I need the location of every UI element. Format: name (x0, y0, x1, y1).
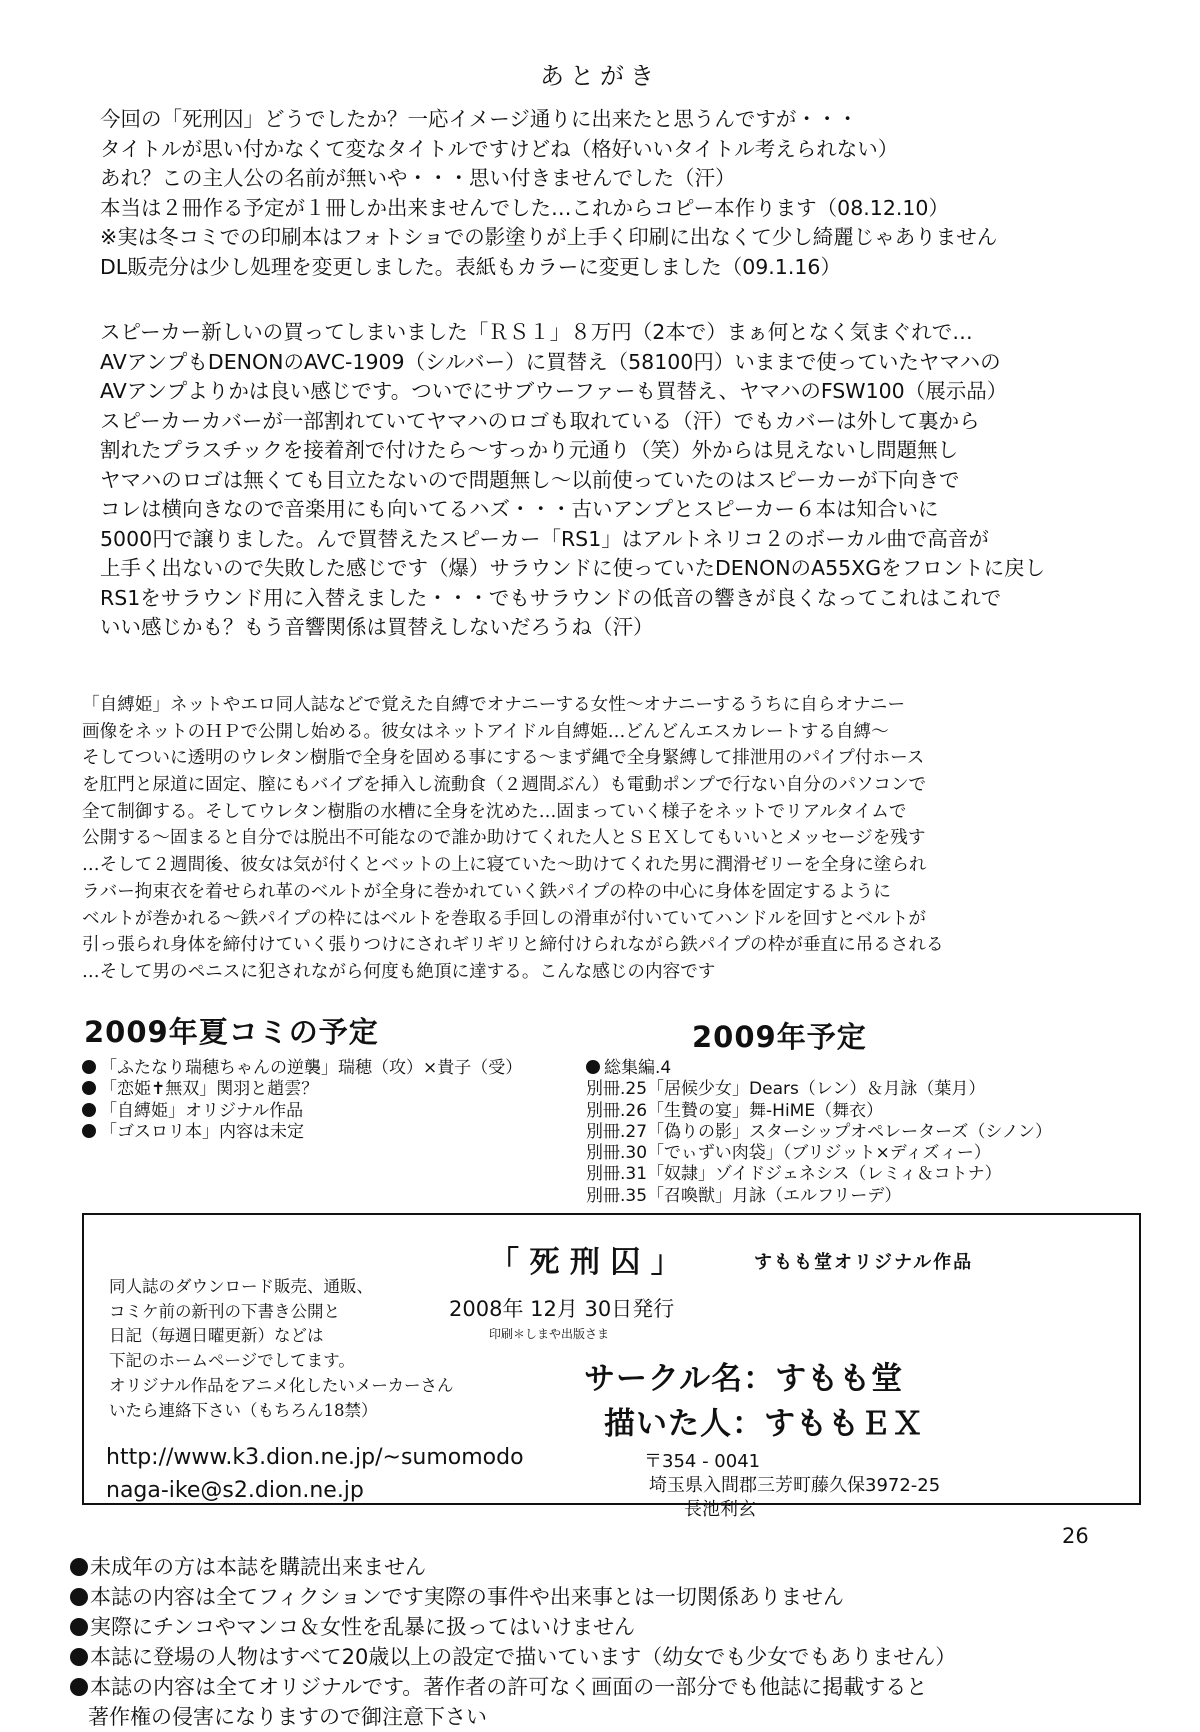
text-line: スピーカー新しいの買ってしまいました「ＲＳ１」８万円（2本で）まぁ何となく気まぐれで… (100, 320, 973, 344)
text-line: いたら連絡下さい（もちろん18禁） (109, 1400, 378, 1420)
page-number: 26 (1062, 1524, 1089, 1548)
text-line: 割れたプラスチックを接着剤で付けたら～すっかり元通り（笑）外からは見えないし問題無し (100, 438, 959, 462)
notice-item: 本誌の内容は全てオリジナルです。著作者の許可なく画面の一部分でも他誌に掲載すると (70, 1672, 956, 1702)
notice-item: 本誌に登場の人物はすべて20歳以上の設定で描いています（幼女でも少女でもありません） (70, 1642, 956, 1672)
website-url[interactable]: http://www.k3.dion.ne.jp/~sumomodo (106, 1445, 524, 1470)
work-subtitle: すもも堂オリジナル作品 (754, 1252, 974, 1273)
list-item: 別冊.30「でぃずい肉袋」（ブリジット×ディズィー） (586, 1143, 991, 1164)
bullet-icon (82, 1060, 96, 1074)
text-line: 全て制御する。そしてウレタン樹脂の水槽に全身を沈めた…固まっていく様子をネットでリアルタイムで (82, 801, 907, 822)
list-item: 「恋姫✝無双」関羽と趙雲？ (82, 1079, 522, 1100)
list-item: 別冊.25「居候少女」Dears（レン）＆月詠（葉月） (586, 1079, 986, 1100)
bullet-icon (82, 1103, 96, 1117)
work-title: 「 死 刑 囚 」 (489, 1245, 681, 1280)
text-line: …そして男のペニスに犯されながら何度も絶頂に達する。こんな感じの内容です (82, 961, 716, 982)
text-line: 今回の「死刑囚」どうでしたか？一応イメージ通りに出来たと思うんですが・・・ (100, 107, 858, 131)
notice-item: 未成年の方は本誌を購読出来ません (70, 1552, 956, 1582)
list-item: 別冊.27「偽りの影」スターシップオペレーターズ（シノン） (586, 1121, 1052, 1142)
text-line: 日記（毎週日曜更新）などは (109, 1326, 324, 1346)
printer: 印刷＊しまや出版さま (489, 1327, 610, 1341)
notice-item: 著作権の侵害になりますので御注意下さい (88, 1705, 487, 1729)
list-item: 別冊.35「召喚獣」月詠（エルフリーデ） (586, 1185, 902, 1206)
text-line: 「自縛姫」ネットやエロ同人誌などで覚えた自縛でオナニーする女性～オナニーするうちに自らオナニー (82, 695, 906, 715)
artist-name: 描いた人：すももＥＸ (604, 1406, 924, 1442)
text-line: 下記のホームページでしてます。 (109, 1351, 355, 1371)
text-line: あれ？この主人公の名前が無いや・・・思い付きませんでした（汗） (100, 166, 736, 190)
address: 埼玉県入間郡三芳町藤久保3972-25 (649, 1475, 941, 1496)
text-line: そしてついに透明のウレタン樹脂で全身を固める事にする～まず縄で全身緊縛して排泄用のパイプ付ホース (82, 748, 925, 769)
text-line: タイトルが思い付かなくて変なタイトルですけどね（格好いいタイトル考えられない） (100, 136, 899, 161)
notices (70, 1552, 956, 1732)
notice-item: 実際にチンコやマンコ＆女性を乱暴に扱ってはいけません (70, 1612, 956, 1642)
text-line: 上手く出ないので失敗した感じです（爆）サラウンドに使っていたDENONのA55XGをフロントに戻し (100, 556, 1046, 580)
list-item: 総集編.4 (586, 1058, 1052, 1079)
text-line: ヤマハのロゴは無くても目立たないので問題無し～以前使っていたのはスピーカーが下向きで (100, 467, 960, 492)
text-line: コレは横向きなので音楽用にも向いてるハズ・・・古いアンプとスピーカー６本は知合いに (100, 497, 939, 521)
notice-item: 本誌の内容は全てフィクションです実際の事件や出来事とは一切関係ありません (70, 1582, 956, 1612)
text-line: 本当は２冊作る予定が１冊しか出来ませんでした…これからコピー本作ります（08.12.10） (100, 195, 949, 220)
afterword-title: あとがき (540, 62, 660, 90)
text-line: 引っ張られ身体を締付けていく張りつけにされギリギリと締付けられながら鉄パイプの枠が垂直に吊るされる (82, 935, 944, 956)
bullet-icon (70, 1558, 88, 1576)
colophon-box (82, 1213, 1141, 1520)
info-text (109, 1275, 454, 1423)
list-item: 別冊.26「生贄の宴」舞-HiME（舞衣） (586, 1100, 884, 1121)
text-line: …そして２週間後、彼女は気が付くとベットの上に寝ていた～助けてくれた男に潤滑ゼリーを全身に塗られ (82, 855, 927, 876)
list-item: 「ゴスロリ本」内容は未定 (82, 1122, 522, 1143)
bullet-icon (70, 1588, 88, 1606)
text-line: 同人誌のダウンロード販売、通販、 (109, 1277, 373, 1296)
text-line: コミケ前の新刊の下書き公開と (109, 1301, 340, 1321)
text-line: を肛門と尿道に固定、膣にもバイブを挿入し流動食（２週間ぶん）も電動ポンプで行ない自分のパソコンで (82, 775, 927, 796)
publish-date: 2008年 12月 30日発行 (449, 1297, 675, 1321)
afterword-paragraph-2 (100, 318, 1045, 643)
text-line: AVアンプよりかは良い感じです。ついでにサブウーファーも買替え、ヤマハのFSW100（展示品） (100, 379, 1008, 403)
list-item: 別冊.31「奴隷」ゾイドジェネシス（レミィ＆コトナ） (586, 1164, 1002, 1185)
postal-code: 〒354 - 0041 (644, 1451, 761, 1472)
text-line: 公開する～固まると自分では脱出不可能なので誰か助けてくれた人とＳＥＸしてもいいとメッセージを残す (82, 828, 926, 849)
summer-comiket-list (82, 1058, 522, 1143)
text-line: いい感じかも？もう音響関係は買替えしないだろうね（汗） (100, 615, 654, 639)
list-item: 「ふたなり瑞穂ちゃんの逆襲」瑞穂（攻）×貴子（受） (82, 1058, 522, 1079)
text-line: オリジナル作品をアニメ化したいメーカーさん (109, 1375, 454, 1395)
text-line: ベルトが巻かれる～鉄パイプの枠にはベルトを巻取る手回しの滑車が付いていてハンドルを回すとベルトが (82, 908, 926, 929)
bullet-icon (70, 1678, 88, 1696)
circle-name: サークル名：すもも堂 (584, 1361, 904, 1397)
plan-2009-list (586, 1058, 1052, 1207)
bullet-icon (586, 1060, 600, 1074)
text-line: ラバー拘束衣を着せられ革のベルトが全身に巻かれていく鉄パイプの枠の中心に身体を固定するように (82, 881, 891, 902)
author-name: 長池利玄 (684, 1499, 756, 1520)
email-address[interactable]: naga-ike@s2.dion.ne.jp (106, 1478, 364, 1503)
list-item: 「自縛姫」オリジナル作品 (82, 1101, 522, 1122)
synopsis (82, 692, 944, 986)
summer-comiket-heading: 2009年夏コミの予定 (84, 1015, 379, 1049)
bullet-icon (82, 1081, 96, 1095)
text-line: スピーカーカバーが一部割れていてヤマハのロゴも取れている（汗）でもカバーは外して裏から (100, 408, 980, 433)
bullet-icon (82, 1124, 96, 1138)
text-line: DL販売分は少し処理を変更しました。表紙もカラーに変更しました（09.1.16） (100, 254, 841, 279)
text-line: 5000円で譲りました。んで買替えたスピーカー「RS1」はアルトネリコ２のボーカル曲で高音が (100, 526, 989, 551)
text-line: 画像をネットのＨＰで公開し始める。彼女はネットアイドル自縛姫…どんどんエスカレートする自縛～ (82, 721, 889, 742)
text-line: RS1をサラウンド用に入替えました・・・でもサラウンドの低音の響きが良くなってこれはこれで (100, 585, 1002, 610)
text-line: ※実は冬コミでの印刷本はフォトショでの影塗りが上手く印刷に出なくて少し綺麗じゃありません (100, 225, 998, 249)
text-line: AVアンプもDENONのAVC-1909（シルバー）に買替え（58100円）いままで使っていたヤマハの (100, 349, 1001, 374)
bullet-icon (70, 1618, 88, 1636)
bullet-icon (70, 1648, 88, 1666)
plan-2009-heading: 2009年予定 (692, 1020, 867, 1054)
afterword-paragraph-1 (100, 105, 997, 282)
